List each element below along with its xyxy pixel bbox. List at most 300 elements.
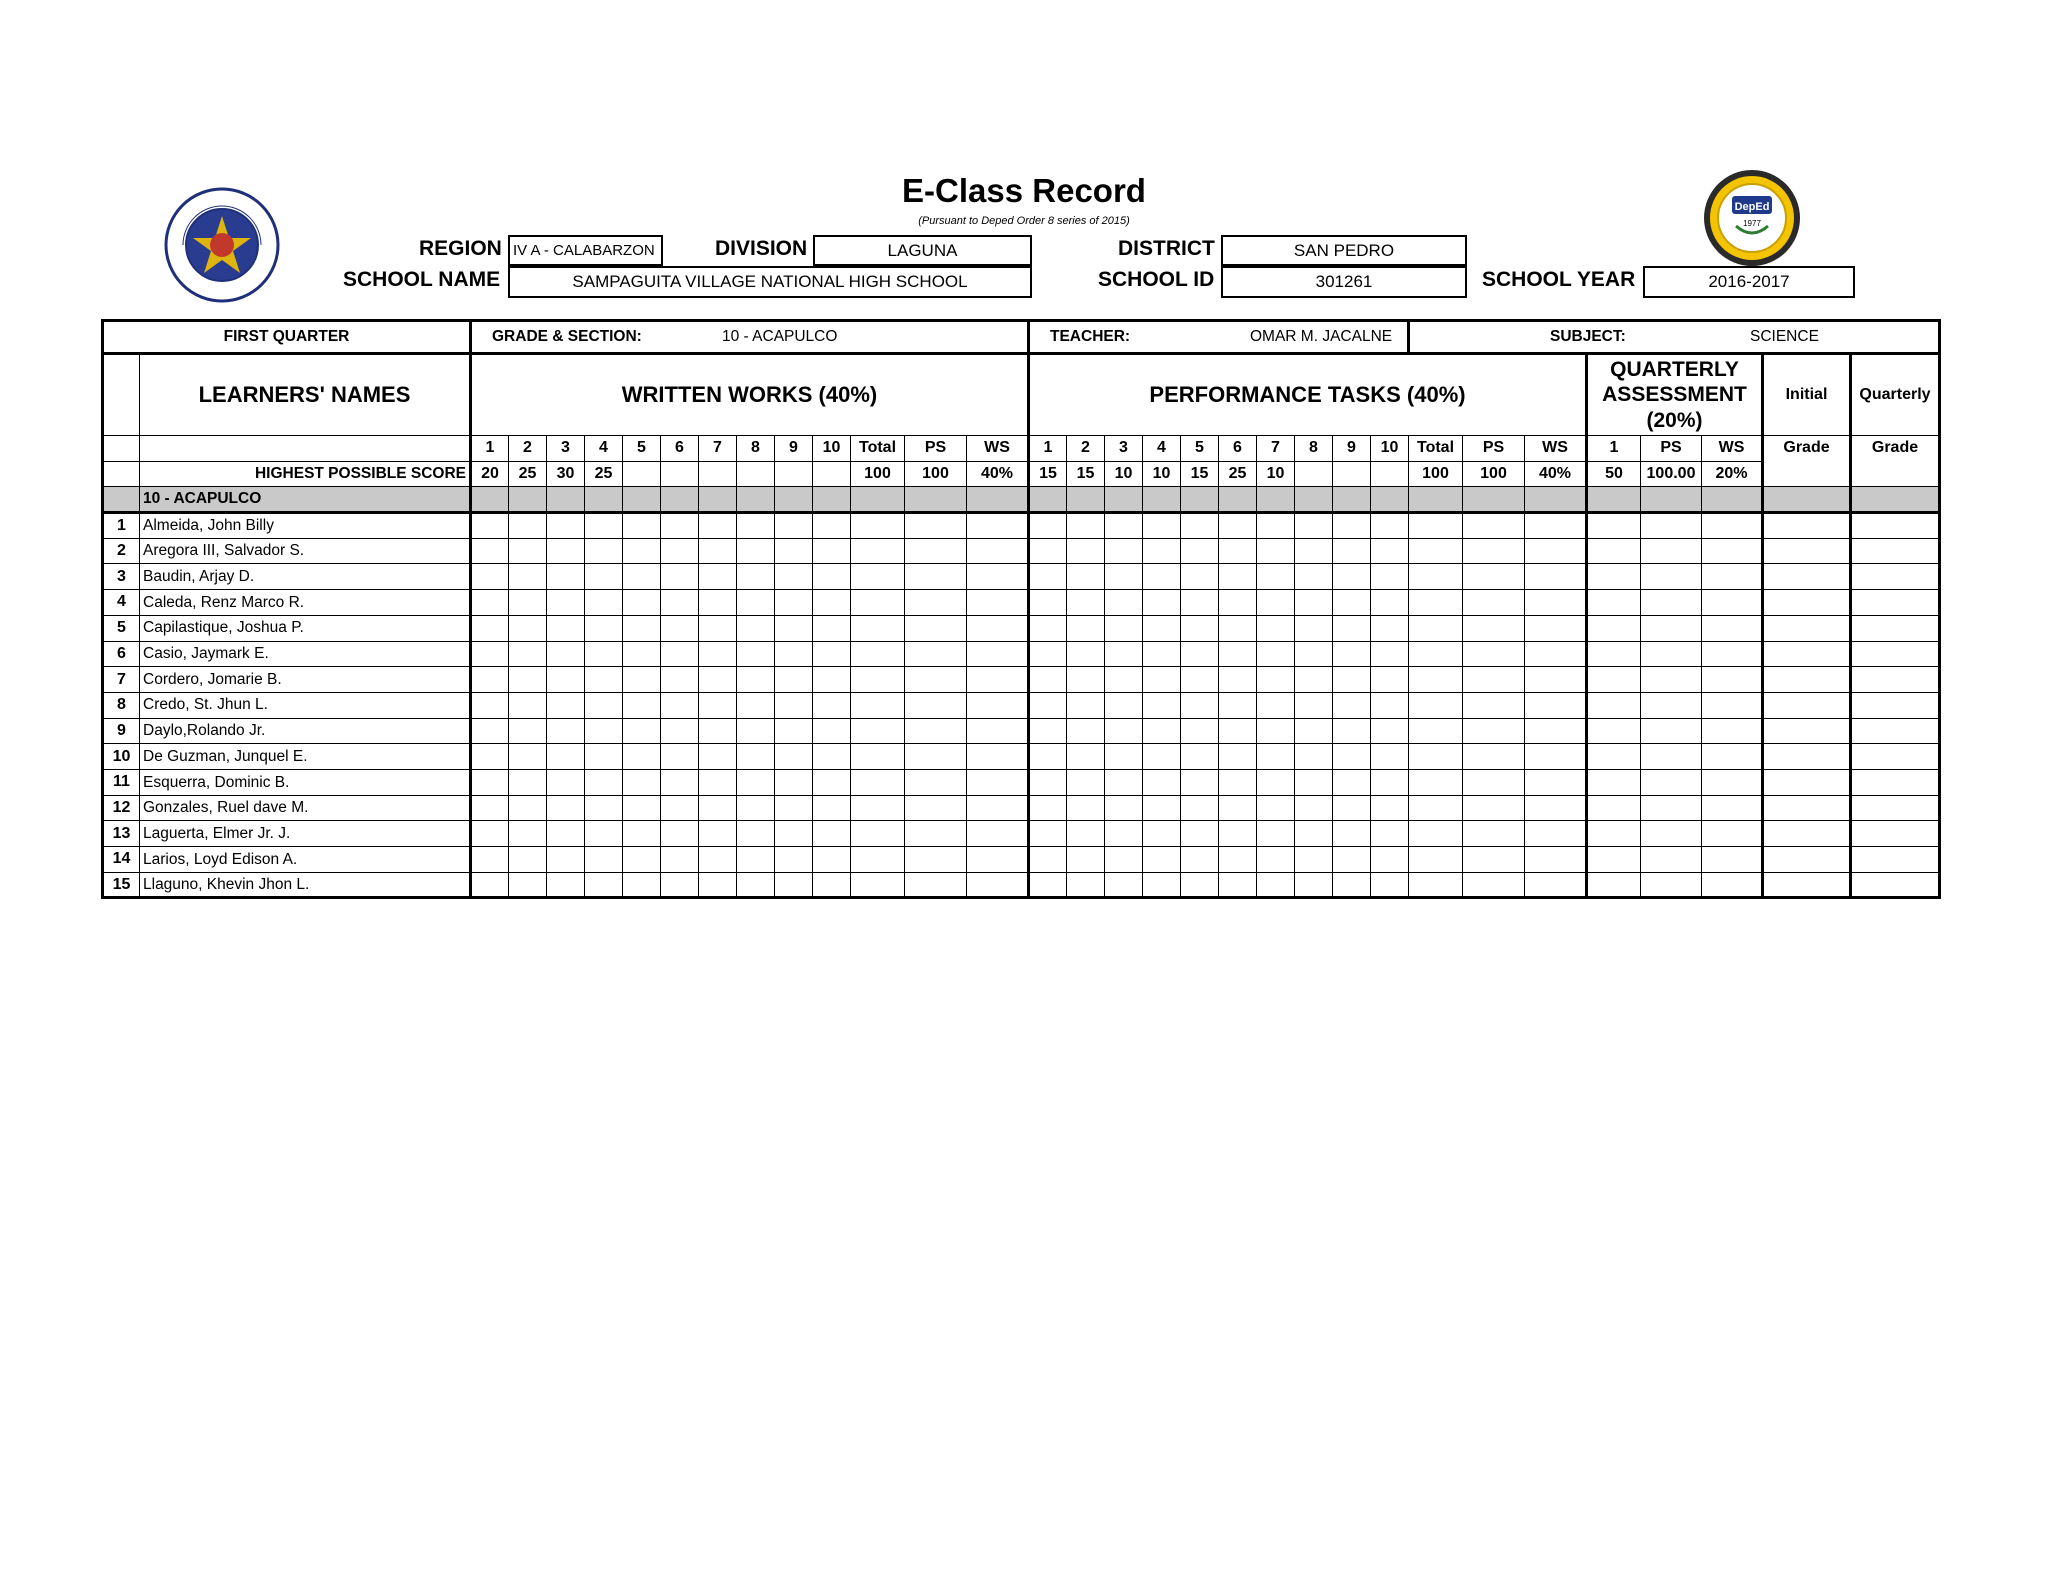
score-cell[interactable] (1333, 615, 1371, 641)
score-cell[interactable] (509, 744, 547, 770)
score-cell[interactable] (1029, 590, 1067, 616)
score-cell[interactable] (737, 718, 775, 744)
score-cell[interactable] (1851, 744, 1940, 770)
score-cell[interactable] (1295, 692, 1333, 718)
score-cell[interactable] (1463, 667, 1525, 693)
score-cell[interactable] (1181, 513, 1219, 539)
score-cell[interactable] (1333, 667, 1371, 693)
score-cell[interactable] (1219, 847, 1257, 873)
score-cell[interactable] (661, 847, 699, 873)
score-cell[interactable] (905, 590, 967, 616)
score-cell[interactable] (547, 615, 585, 641)
score-cell[interactable] (1409, 641, 1463, 667)
score-cell[interactable] (623, 821, 661, 847)
score-cell[interactable] (1295, 667, 1333, 693)
score-cell[interactable] (1851, 847, 1940, 873)
score-cell[interactable] (1371, 769, 1409, 795)
score-cell[interactable] (851, 847, 905, 873)
score-cell[interactable] (1463, 718, 1525, 744)
score-cell[interactable] (1641, 744, 1702, 770)
score-cell[interactable] (1333, 769, 1371, 795)
score-cell[interactable] (1525, 769, 1587, 795)
score-cell[interactable] (1641, 564, 1702, 590)
score-cell[interactable] (1219, 538, 1257, 564)
score-cell[interactable] (547, 564, 585, 590)
score-cell[interactable] (775, 615, 813, 641)
score-cell[interactable] (1105, 538, 1143, 564)
score-cell[interactable] (623, 744, 661, 770)
score-cell[interactable] (1763, 769, 1851, 795)
score-cell[interactable] (905, 513, 967, 539)
score-cell[interactable] (1295, 872, 1333, 898)
score-cell[interactable] (967, 615, 1029, 641)
score-cell[interactable] (1851, 615, 1940, 641)
score-cell[interactable] (547, 641, 585, 667)
score-cell[interactable] (1587, 692, 1641, 718)
score-cell[interactable] (1702, 538, 1763, 564)
score-cell[interactable] (1371, 615, 1409, 641)
score-cell[interactable] (547, 718, 585, 744)
score-cell[interactable] (1143, 667, 1181, 693)
score-cell[interactable] (585, 692, 623, 718)
score-cell[interactable] (775, 513, 813, 539)
score-cell[interactable] (1257, 821, 1295, 847)
score-cell[interactable] (471, 821, 509, 847)
score-cell[interactable] (813, 615, 851, 641)
score-cell[interactable] (1219, 590, 1257, 616)
score-cell[interactable] (1029, 795, 1067, 821)
score-cell[interactable] (509, 667, 547, 693)
score-cell[interactable] (699, 847, 737, 873)
score-cell[interactable] (1143, 641, 1181, 667)
score-cell[interactable] (1587, 847, 1641, 873)
score-cell[interactable] (471, 538, 509, 564)
score-cell[interactable] (1525, 821, 1587, 847)
score-cell[interactable] (1295, 615, 1333, 641)
score-cell[interactable] (1409, 769, 1463, 795)
score-cell[interactable] (967, 872, 1029, 898)
score-cell[interactable] (1029, 692, 1067, 718)
score-cell[interactable] (1702, 564, 1763, 590)
score-cell[interactable] (775, 718, 813, 744)
score-cell[interactable] (1105, 795, 1143, 821)
score-cell[interactable] (699, 744, 737, 770)
score-cell[interactable] (1105, 564, 1143, 590)
score-cell[interactable] (1105, 667, 1143, 693)
score-cell[interactable] (1219, 615, 1257, 641)
score-cell[interactable] (471, 872, 509, 898)
score-cell[interactable] (1219, 872, 1257, 898)
score-cell[interactable] (1143, 821, 1181, 847)
score-cell[interactable] (813, 641, 851, 667)
score-cell[interactable] (1525, 872, 1587, 898)
score-cell[interactable] (1525, 564, 1587, 590)
score-cell[interactable] (1181, 744, 1219, 770)
score-cell[interactable] (1371, 744, 1409, 770)
score-cell[interactable] (1851, 590, 1940, 616)
score-cell[interactable] (737, 564, 775, 590)
score-cell[interactable] (547, 692, 585, 718)
score-cell[interactable] (851, 744, 905, 770)
score-cell[interactable] (1295, 513, 1333, 539)
score-cell[interactable] (1105, 615, 1143, 641)
score-cell[interactable] (509, 590, 547, 616)
score-cell[interactable] (1257, 615, 1295, 641)
score-cell[interactable] (1525, 744, 1587, 770)
score-cell[interactable] (1143, 590, 1181, 616)
score-cell[interactable] (623, 564, 661, 590)
score-cell[interactable] (1219, 641, 1257, 667)
score-cell[interactable] (1641, 513, 1702, 539)
score-cell[interactable] (1333, 513, 1371, 539)
score-cell[interactable] (1067, 564, 1105, 590)
score-cell[interactable] (699, 538, 737, 564)
score-cell[interactable] (471, 513, 509, 539)
score-cell[interactable] (661, 513, 699, 539)
score-cell[interactable] (585, 821, 623, 847)
score-cell[interactable] (1409, 718, 1463, 744)
score-cell[interactable] (699, 641, 737, 667)
score-cell[interactable] (1702, 615, 1763, 641)
score-cell[interactable] (1763, 538, 1851, 564)
score-cell[interactable] (509, 564, 547, 590)
score-cell[interactable] (1409, 744, 1463, 770)
score-cell[interactable] (1295, 564, 1333, 590)
score-cell[interactable] (547, 795, 585, 821)
score-cell[interactable] (905, 795, 967, 821)
score-cell[interactable] (1409, 872, 1463, 898)
score-cell[interactable] (1463, 795, 1525, 821)
score-cell[interactable] (1105, 692, 1143, 718)
score-cell[interactable] (1525, 513, 1587, 539)
score-cell[interactable] (1067, 590, 1105, 616)
score-cell[interactable] (623, 847, 661, 873)
score-cell[interactable] (851, 615, 905, 641)
score-cell[interactable] (813, 718, 851, 744)
score-cell[interactable] (813, 769, 851, 795)
score-cell[interactable] (1702, 821, 1763, 847)
score-cell[interactable] (1525, 795, 1587, 821)
score-cell[interactable] (737, 872, 775, 898)
score-cell[interactable] (1029, 744, 1067, 770)
score-cell[interactable] (1295, 744, 1333, 770)
score-cell[interactable] (967, 692, 1029, 718)
score-cell[interactable] (585, 795, 623, 821)
score-cell[interactable] (737, 769, 775, 795)
score-cell[interactable] (1219, 769, 1257, 795)
score-cell[interactable] (699, 769, 737, 795)
score-cell[interactable] (775, 564, 813, 590)
score-cell[interactable] (509, 847, 547, 873)
score-cell[interactable] (1105, 847, 1143, 873)
score-cell[interactable] (1851, 821, 1940, 847)
score-cell[interactable] (471, 615, 509, 641)
score-cell[interactable] (1763, 641, 1851, 667)
score-cell[interactable] (661, 821, 699, 847)
score-cell[interactable] (775, 538, 813, 564)
score-cell[interactable] (1181, 590, 1219, 616)
score-cell[interactable] (775, 821, 813, 847)
score-cell[interactable] (775, 769, 813, 795)
score-cell[interactable] (1763, 744, 1851, 770)
score-cell[interactable] (1587, 795, 1641, 821)
score-cell[interactable] (967, 590, 1029, 616)
score-cell[interactable] (509, 821, 547, 847)
score-cell[interactable] (967, 513, 1029, 539)
score-cell[interactable] (1295, 821, 1333, 847)
score-cell[interactable] (661, 590, 699, 616)
score-cell[interactable] (1409, 564, 1463, 590)
score-cell[interactable] (1371, 718, 1409, 744)
score-cell[interactable] (471, 795, 509, 821)
score-cell[interactable] (1587, 769, 1641, 795)
score-cell[interactable] (1029, 513, 1067, 539)
score-cell[interactable] (1295, 769, 1333, 795)
score-cell[interactable] (623, 692, 661, 718)
score-cell[interactable] (509, 718, 547, 744)
score-cell[interactable] (1295, 847, 1333, 873)
score-cell[interactable] (851, 641, 905, 667)
score-cell[interactable] (1641, 538, 1702, 564)
score-cell[interactable] (967, 538, 1029, 564)
score-cell[interactable] (775, 692, 813, 718)
score-cell[interactable] (547, 590, 585, 616)
score-cell[interactable] (1463, 769, 1525, 795)
score-cell[interactable] (813, 667, 851, 693)
score-cell[interactable] (547, 872, 585, 898)
score-cell[interactable] (1333, 641, 1371, 667)
score-cell[interactable] (813, 847, 851, 873)
score-cell[interactable] (1763, 847, 1851, 873)
score-cell[interactable] (471, 590, 509, 616)
score-cell[interactable] (1181, 821, 1219, 847)
score-cell[interactable] (1067, 872, 1105, 898)
score-cell[interactable] (1105, 513, 1143, 539)
score-cell[interactable] (699, 513, 737, 539)
score-cell[interactable] (813, 795, 851, 821)
score-cell[interactable] (905, 744, 967, 770)
score-cell[interactable] (1463, 513, 1525, 539)
score-cell[interactable] (851, 795, 905, 821)
score-cell[interactable] (1463, 615, 1525, 641)
score-cell[interactable] (1525, 615, 1587, 641)
score-cell[interactable] (1371, 847, 1409, 873)
score-cell[interactable] (851, 821, 905, 847)
score-cell[interactable] (967, 847, 1029, 873)
score-cell[interactable] (851, 872, 905, 898)
score-cell[interactable] (1181, 615, 1219, 641)
score-cell[interactable] (813, 513, 851, 539)
score-cell[interactable] (1587, 667, 1641, 693)
score-cell[interactable] (1641, 795, 1702, 821)
score-cell[interactable] (699, 718, 737, 744)
score-cell[interactable] (1702, 769, 1763, 795)
score-cell[interactable] (1641, 615, 1702, 641)
score-cell[interactable] (813, 872, 851, 898)
score-cell[interactable] (1851, 718, 1940, 744)
score-cell[interactable] (1463, 847, 1525, 873)
score-cell[interactable] (1181, 769, 1219, 795)
score-cell[interactable] (967, 641, 1029, 667)
score-cell[interactable] (661, 795, 699, 821)
score-cell[interactable] (623, 615, 661, 641)
score-cell[interactable] (775, 795, 813, 821)
score-cell[interactable] (1463, 692, 1525, 718)
score-cell[interactable] (623, 513, 661, 539)
score-cell[interactable] (1067, 821, 1105, 847)
score-cell[interactable] (1525, 667, 1587, 693)
score-cell[interactable] (585, 667, 623, 693)
score-cell[interactable] (1641, 821, 1702, 847)
score-cell[interactable] (737, 847, 775, 873)
score-cell[interactable] (585, 641, 623, 667)
score-cell[interactable] (547, 769, 585, 795)
score-cell[interactable] (509, 692, 547, 718)
score-cell[interactable] (1371, 590, 1409, 616)
score-cell[interactable] (1295, 795, 1333, 821)
score-cell[interactable] (1409, 615, 1463, 641)
score-cell[interactable] (1763, 667, 1851, 693)
score-cell[interactable] (623, 538, 661, 564)
score-cell[interactable] (1641, 847, 1702, 873)
score-cell[interactable] (737, 795, 775, 821)
score-cell[interactable] (1702, 641, 1763, 667)
score-cell[interactable] (509, 615, 547, 641)
score-cell[interactable] (905, 615, 967, 641)
score-cell[interactable] (1641, 641, 1702, 667)
score-cell[interactable] (1333, 538, 1371, 564)
score-cell[interactable] (813, 590, 851, 616)
score-cell[interactable] (1219, 744, 1257, 770)
score-cell[interactable] (1029, 821, 1067, 847)
score-cell[interactable] (737, 821, 775, 847)
score-cell[interactable] (699, 615, 737, 641)
score-cell[interactable] (1143, 744, 1181, 770)
score-cell[interactable] (1181, 718, 1219, 744)
score-cell[interactable] (1067, 769, 1105, 795)
score-cell[interactable] (1371, 872, 1409, 898)
score-cell[interactable] (1702, 872, 1763, 898)
score-cell[interactable] (1067, 513, 1105, 539)
score-cell[interactable] (471, 744, 509, 770)
score-cell[interactable] (1641, 769, 1702, 795)
score-cell[interactable] (661, 769, 699, 795)
score-cell[interactable] (737, 641, 775, 667)
score-cell[interactable] (851, 769, 905, 795)
score-cell[interactable] (1371, 667, 1409, 693)
score-cell[interactable] (471, 847, 509, 873)
score-cell[interactable] (585, 744, 623, 770)
score-cell[interactable] (1029, 667, 1067, 693)
score-cell[interactable] (1587, 590, 1641, 616)
score-cell[interactable] (1029, 641, 1067, 667)
score-cell[interactable] (967, 769, 1029, 795)
score-cell[interactable] (699, 590, 737, 616)
score-cell[interactable] (547, 667, 585, 693)
score-cell[interactable] (905, 641, 967, 667)
score-cell[interactable] (509, 538, 547, 564)
score-cell[interactable] (1181, 847, 1219, 873)
score-cell[interactable] (1029, 564, 1067, 590)
score-cell[interactable] (1219, 564, 1257, 590)
score-cell[interactable] (1181, 795, 1219, 821)
score-cell[interactable] (661, 872, 699, 898)
score-cell[interactable] (737, 692, 775, 718)
score-cell[interactable] (585, 513, 623, 539)
score-cell[interactable] (1851, 641, 1940, 667)
score-cell[interactable] (585, 615, 623, 641)
score-cell[interactable] (1702, 718, 1763, 744)
score-cell[interactable] (1257, 564, 1295, 590)
score-cell[interactable] (585, 590, 623, 616)
score-cell[interactable] (967, 821, 1029, 847)
score-cell[interactable] (737, 667, 775, 693)
score-cell[interactable] (967, 744, 1029, 770)
score-cell[interactable] (547, 513, 585, 539)
score-cell[interactable] (775, 667, 813, 693)
score-cell[interactable] (661, 744, 699, 770)
score-cell[interactable] (1257, 718, 1295, 744)
score-cell[interactable] (1409, 667, 1463, 693)
score-cell[interactable] (905, 692, 967, 718)
score-cell[interactable] (623, 590, 661, 616)
score-cell[interactable] (585, 769, 623, 795)
score-cell[interactable] (851, 667, 905, 693)
score-cell[interactable] (1067, 795, 1105, 821)
score-cell[interactable] (1851, 795, 1940, 821)
score-cell[interactable] (1587, 615, 1641, 641)
score-cell[interactable] (1105, 872, 1143, 898)
score-cell[interactable] (1702, 590, 1763, 616)
score-cell[interactable] (1702, 795, 1763, 821)
score-cell[interactable] (1463, 744, 1525, 770)
score-cell[interactable] (1851, 513, 1940, 539)
score-cell[interactable] (1702, 667, 1763, 693)
score-cell[interactable] (1409, 538, 1463, 564)
score-cell[interactable] (699, 667, 737, 693)
score-cell[interactable] (1257, 872, 1295, 898)
score-cell[interactable] (905, 872, 967, 898)
score-cell[interactable] (471, 769, 509, 795)
score-cell[interactable] (1851, 538, 1940, 564)
score-cell[interactable] (1371, 641, 1409, 667)
score-cell[interactable] (471, 564, 509, 590)
score-cell[interactable] (1333, 744, 1371, 770)
score-cell[interactable] (1525, 641, 1587, 667)
score-cell[interactable] (1067, 744, 1105, 770)
score-cell[interactable] (851, 513, 905, 539)
score-cell[interactable] (1143, 538, 1181, 564)
score-cell[interactable] (1371, 795, 1409, 821)
score-cell[interactable] (737, 615, 775, 641)
score-cell[interactable] (1105, 744, 1143, 770)
score-cell[interactable] (661, 667, 699, 693)
score-cell[interactable] (1067, 718, 1105, 744)
score-cell[interactable] (1219, 692, 1257, 718)
score-cell[interactable] (775, 847, 813, 873)
score-cell[interactable] (471, 641, 509, 667)
score-cell[interactable] (1702, 513, 1763, 539)
score-cell[interactable] (699, 795, 737, 821)
score-cell[interactable] (1409, 847, 1463, 873)
score-cell[interactable] (1257, 667, 1295, 693)
score-cell[interactable] (1587, 641, 1641, 667)
score-cell[interactable] (1181, 667, 1219, 693)
score-cell[interactable] (623, 769, 661, 795)
score-cell[interactable] (813, 821, 851, 847)
score-cell[interactable] (1371, 564, 1409, 590)
score-cell[interactable] (1463, 590, 1525, 616)
